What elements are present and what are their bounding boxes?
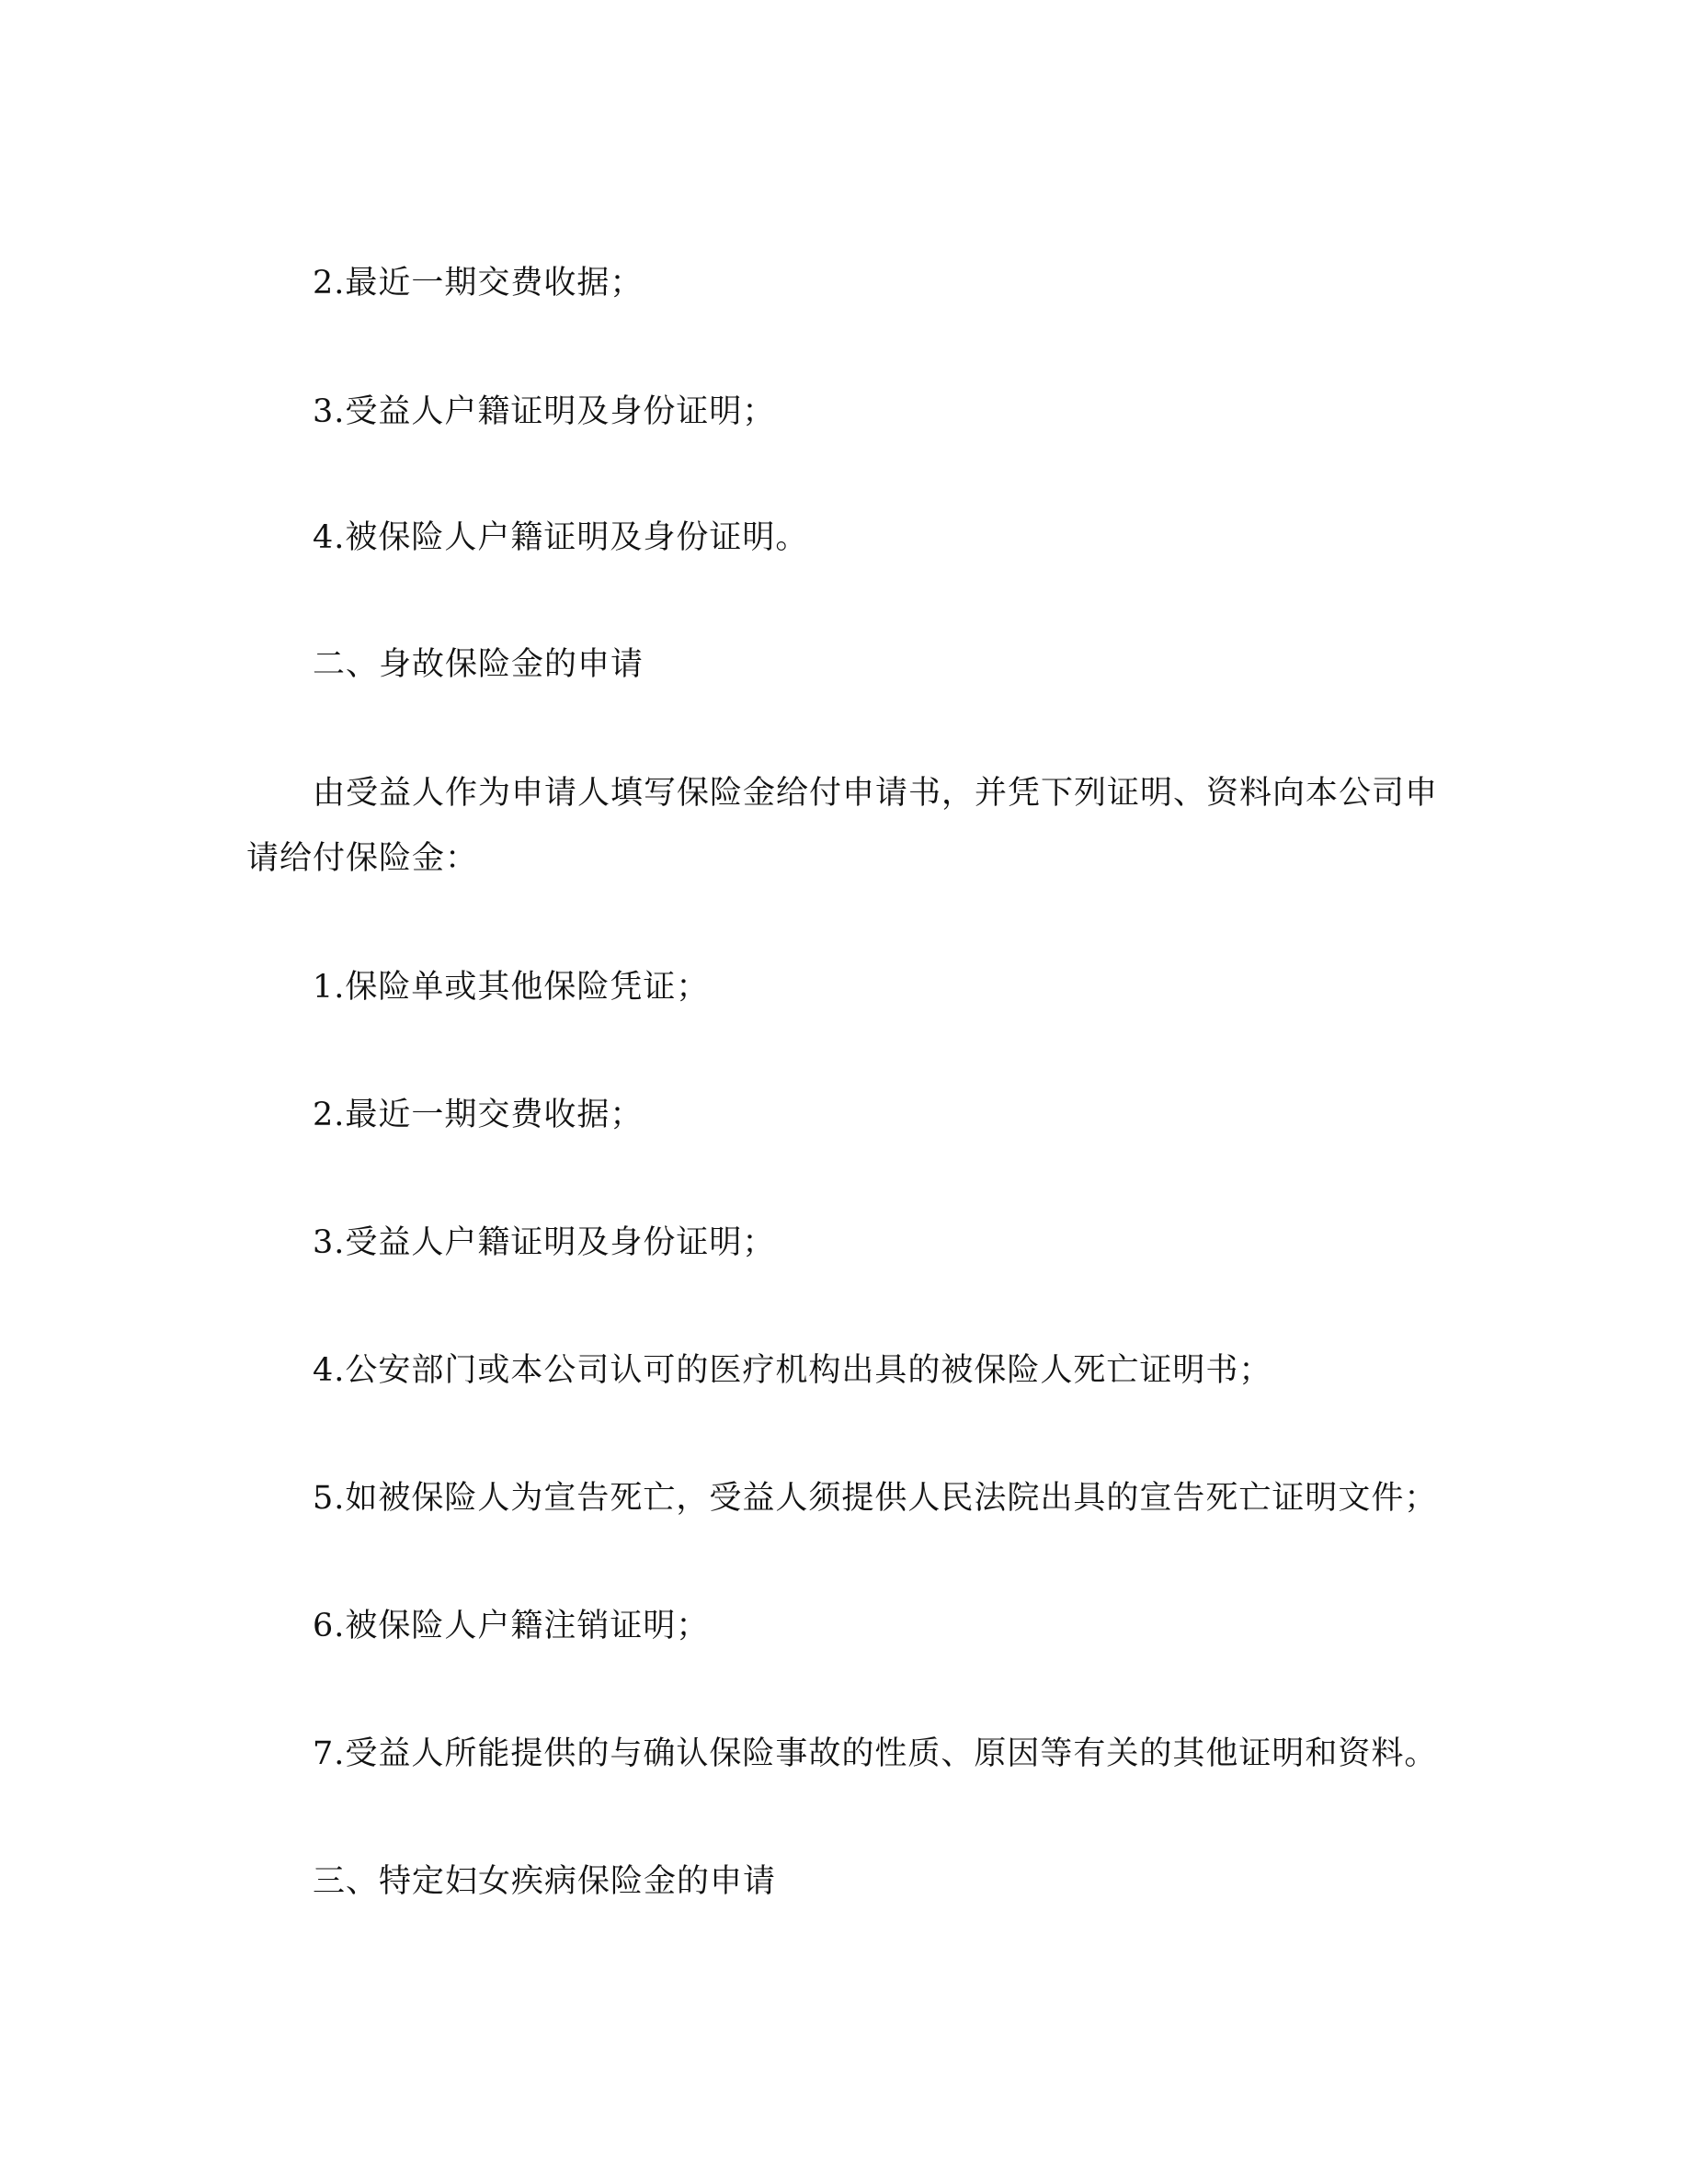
s2-item-4: 4.公安部门或本公司认可的医疗机构出具的被保险人死亡证明书； xyxy=(313,1352,1272,1389)
s1-item-2: 2.最近一期交费收据； xyxy=(313,265,644,301)
s2-item-1: 1.保险单或其他保险凭证； xyxy=(313,969,710,1006)
s2-item-3: 3.受益人户籍证明及身份证明； xyxy=(313,1224,776,1261)
section2-heading: 二、身故保险金的申请 xyxy=(313,646,644,683)
s1-item-4: 4.被保险人户籍证明及身份证明。 xyxy=(313,519,809,556)
s2-item-2: 2.最近一期交费收据； xyxy=(313,1097,644,1133)
s2-item-6: 6.被保险人户籍注销证明； xyxy=(313,1608,710,1644)
s1-item-3: 3.受益人户籍证明及身份证明； xyxy=(313,393,776,430)
s2-item-5: 5.如被保险人为宣告死亡，受益人须提供人民法院出具的宣告死亡证明文件； xyxy=(313,1480,1438,1517)
section2-intro-line2: 请给付保险金： xyxy=(246,840,479,877)
s2-item-7: 7.受益人所能提供的与确认保险事故的性质、原因等有关的其他证明和资料。 xyxy=(313,1735,1438,1772)
section3-heading: 三、特定妇女疾病保险金的申请 xyxy=(313,1863,777,1900)
section2-intro-line1: 由受益人作为申请人填写保险金给付申请书，并凭下列证明、资料向本公司申 xyxy=(313,775,1439,812)
